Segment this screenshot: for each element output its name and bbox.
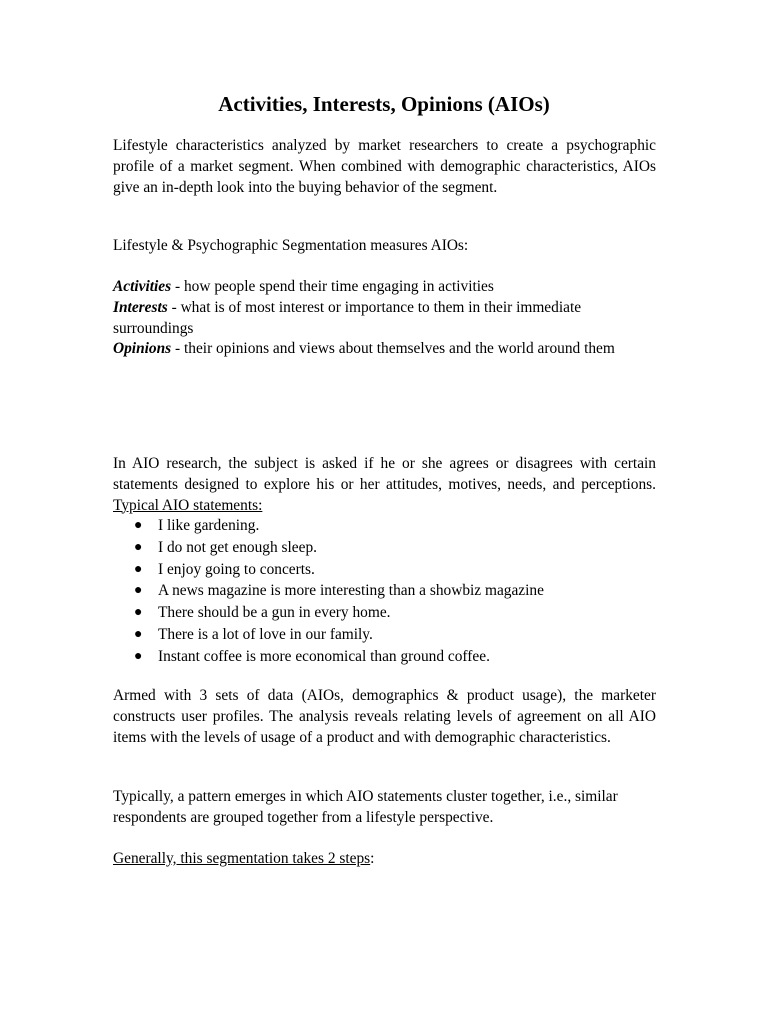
bullet-icon: ● <box>134 561 143 577</box>
definition-interests <box>113 298 661 340</box>
definition-separator: - <box>171 278 184 295</box>
list-item: ● Instant coffee is more economical than ground coffee. <box>113 646 656 668</box>
steps-colon: : <box>370 850 375 867</box>
typical-statements-heading: Typical AIO statements: <box>113 496 263 514</box>
bullet-icon: ● <box>134 605 143 621</box>
definition-opinions <box>113 339 656 360</box>
list-item: ● I like gardening. <box>113 515 656 537</box>
research-paragraph <box>113 454 656 516</box>
definition-separator: - <box>171 340 184 357</box>
bullet-icon: ● <box>134 626 143 642</box>
definition-term: Opinions <box>113 340 172 357</box>
definition-text: their opinions and views about themselves and the world around them <box>184 340 615 357</box>
list-item: ● I do not get enough sleep. <box>113 537 656 559</box>
bullet-icon: ● <box>134 539 143 555</box>
definition-text: what is of most interest or importance to them in their immediate surroundings <box>113 299 582 337</box>
armed-paragraph: Armed with 3 sets of data (AIOs, demographics & product usage), the marketer constructs user profiles. The analysis reveals relating levels of agreement on all AIO items with the levels of usage of a product and with demographic characteristics. <box>113 687 656 746</box>
measures-line: Lifestyle & Psychographic Segmentation measures AIOs: <box>113 237 469 254</box>
steps-heading: Generally, this segmentation takes 2 steps <box>113 850 371 867</box>
bullet-icon: ● <box>134 648 143 664</box>
bullet-icon: ● <box>134 518 143 533</box>
list-item: ● A news magazine is more interesting than a showbiz magazine <box>113 580 656 602</box>
definition-text: how people spend their time engaging in activities <box>183 278 494 295</box>
list-item: ● There is a lot of love in our family. <box>113 624 656 646</box>
intro-paragraph: Lifestyle characteristics analyzed by market researchers to create a psychographic profile of a market segment. When combined with demographic characteristics, AIOs give an in-depth look into the buying behavior of the segment. <box>113 137 656 196</box>
definition-activities <box>113 277 656 298</box>
list-item: ● I enjoy going to concerts. <box>113 559 656 581</box>
page-title: Activities, Interests, Opinions (AIOs) <box>218 92 550 116</box>
steps-line <box>113 849 656 870</box>
definition-term: Activities <box>113 278 172 295</box>
research-text: In AIO research, the subject is asked if he or she agrees or disagrees with certain statements designed to explore his or her attitudes, motives, needs, and perceptions. <box>113 455 656 493</box>
bullet-icon: ● <box>134 583 143 599</box>
definition-separator: - <box>167 299 181 316</box>
list-item: ● There should be a gun in every home. <box>113 602 656 624</box>
typically-paragraph: Typically, a pattern emerges in which AIO statements cluster together, i.e., similar respondents are grouped together from a lifestyle perspective. <box>113 788 618 826</box>
definition-term: Interests <box>113 299 168 316</box>
statements-list <box>113 515 656 668</box>
